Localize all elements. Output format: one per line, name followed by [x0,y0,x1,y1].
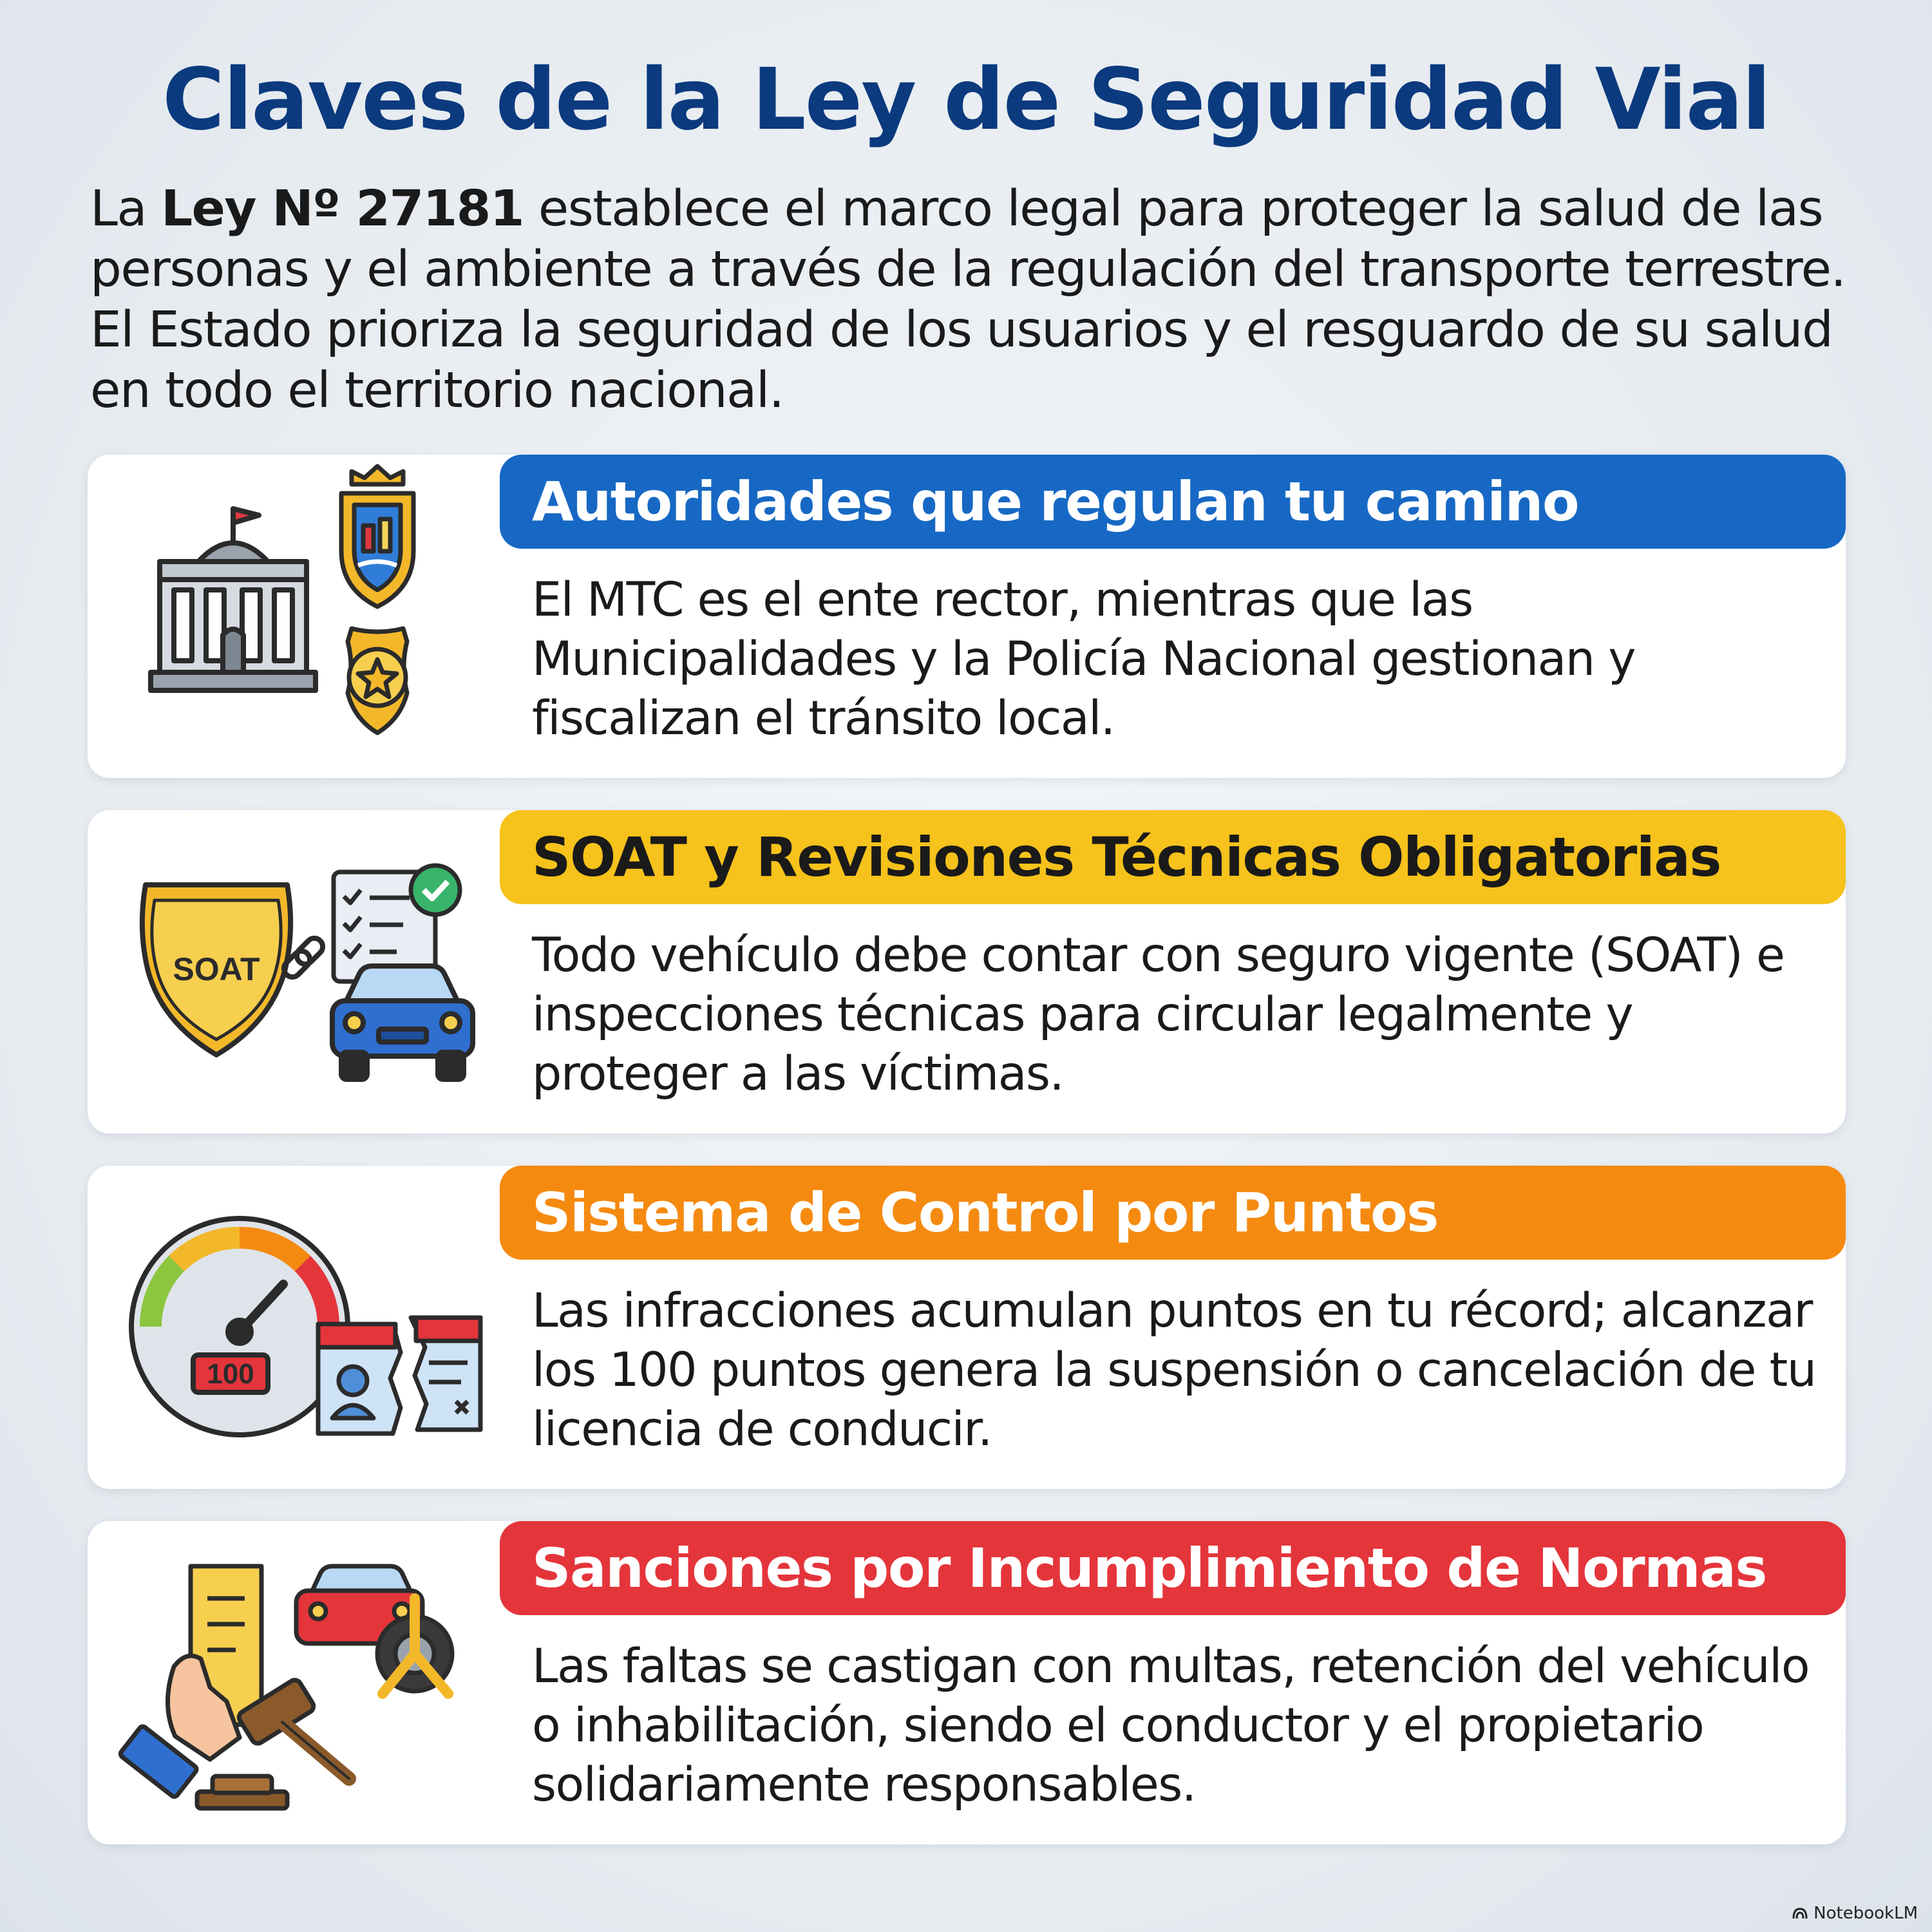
sanctions-illustration [113,1521,526,1844]
car-clamp-icon [296,1566,452,1694]
municipal-crest-icon [341,466,413,607]
speedometer-icon [131,1218,348,1435]
card-authorities-header: Autoridades que regulan tu camino [500,455,1846,549]
card-soat [88,810,1846,1133]
car-icon [332,966,473,1079]
gauge-label: 100 [207,1358,254,1390]
footer-brand-label: NotebookLM [1814,1904,1918,1923]
intro-prefix: La [90,180,162,238]
card-points [88,1166,1846,1489]
government-building-icon [151,507,316,690]
card-authorities-body: El MTC es el ente rector, mientras que las Municipalidades y la Policía Nacional gestionan y fiscalizan el tránsito local. [532,573,1635,746]
footer-brand [1792,1904,1918,1923]
card-sanctions-body: Las faltas se castigan con multas, retención del vehículo o inhabilitación, siendo el conductor y el propietario solidariamente responsables. [532,1639,1810,1812]
police-badge-icon [348,629,407,733]
card-points-header: Sistema de Control por Puntos [500,1166,1846,1260]
intro-text: establece el marco legal para proteger la salud de las personas y el ambiente a través de la regulación del transporte terrestre. El Estado prioriza la seguridad de los usuarios y el resguardo de su salud en todo el territorio nacional. [90,180,1846,419]
intro-law-name: Ley Nº 27181 [161,180,524,238]
soat-shield-icon [142,885,290,1055]
card-soat-body: Todo vehículo debe contar con seguro vigente (SOAT) e inspecciones técnicas para circular legalmente y proteger a las víctimas. [532,928,1785,1101]
card-sanctions-header: Sanciones por Incumplimiento de Normas [500,1521,1846,1615]
notebooklm-logo-icon [1792,1907,1808,1920]
card-points-body: Las infracciones acumulan puntos en tu récord; alcanzar los 100 puntos genera la suspensión o cancelación de tu licencia de conducir. [532,1283,1816,1457]
card-sanctions [88,1521,1846,1844]
page-title: Claves de la Ley de Seguridad Vial [162,50,1770,149]
card-soat-header: SOAT y Revisiones Técnicas Obligatorias [500,810,1846,904]
broken-license-icon [318,1318,480,1434]
soat-illustration [113,810,526,1133]
card-authorities [88,455,1846,778]
ticket-hand-icon [119,1566,261,1798]
points-illustration [113,1166,526,1489]
intro-paragraph [90,179,1861,421]
authorities-illustration [113,455,526,778]
soat-shield-label: SOAT [173,951,260,987]
